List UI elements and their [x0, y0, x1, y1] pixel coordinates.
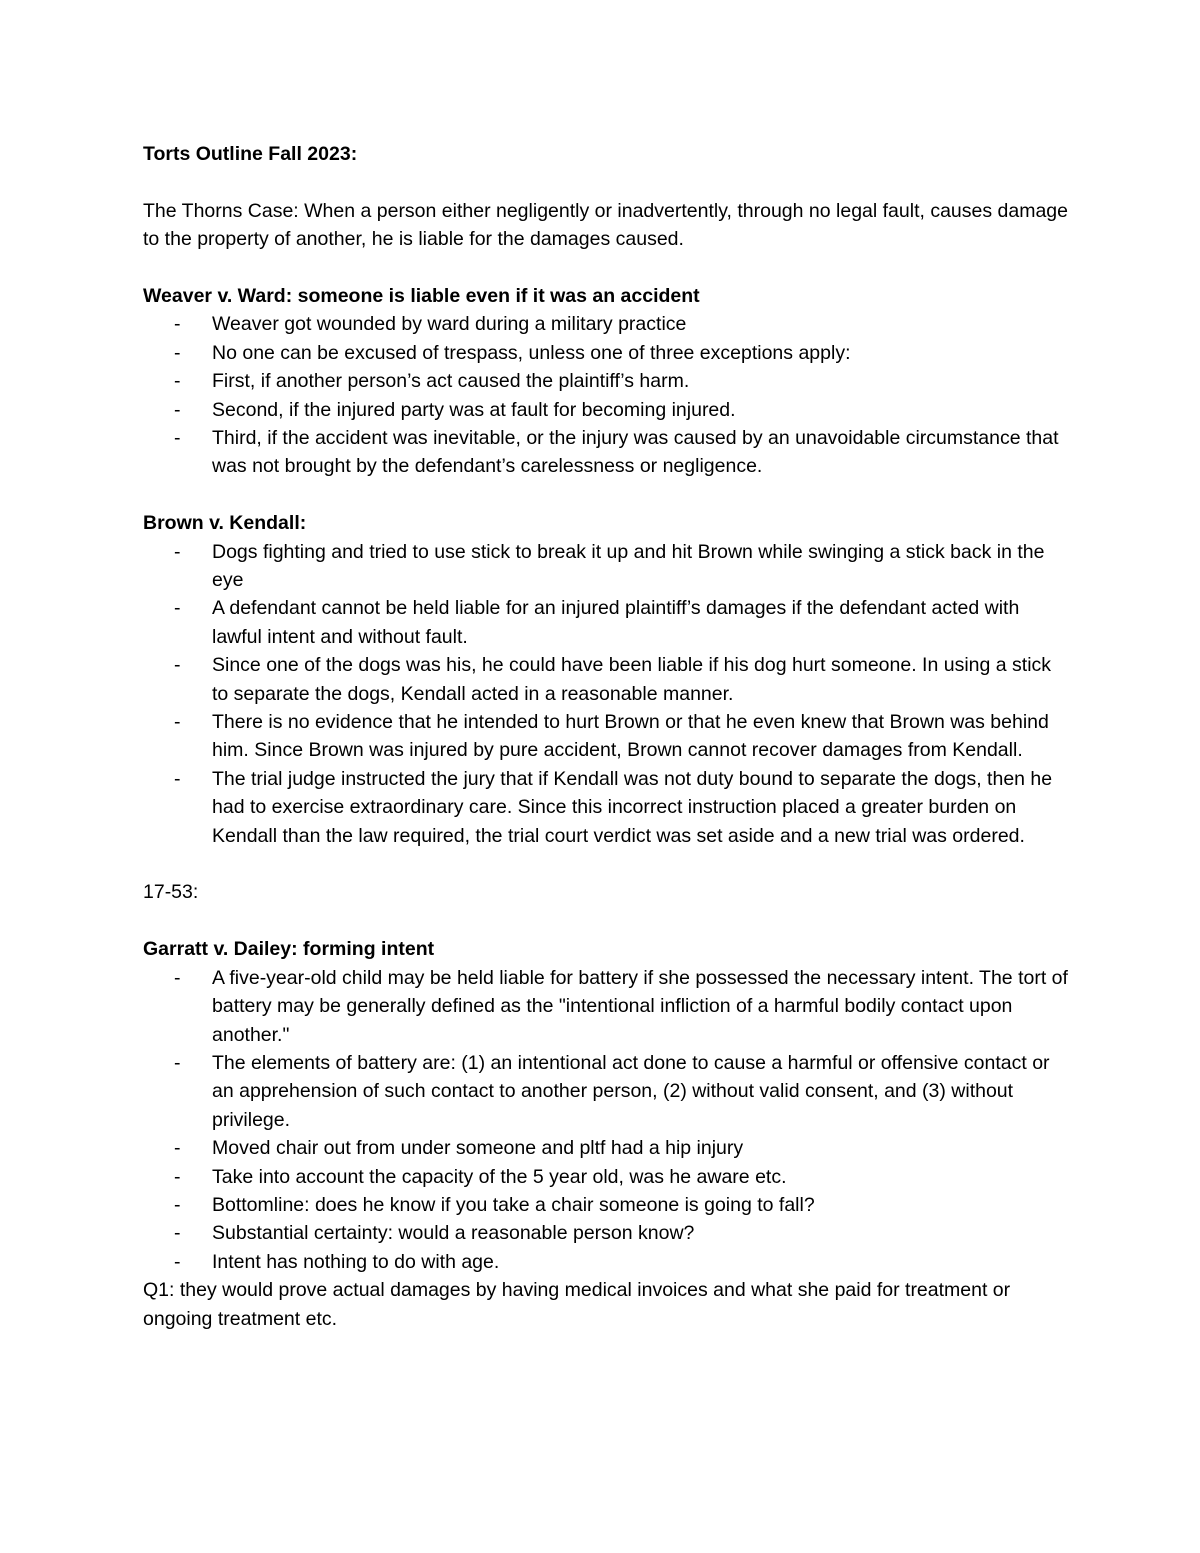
list-item	[143, 538, 1068, 595]
list-item	[143, 1163, 1068, 1191]
list-item-text: Weaver got wounded by ward during a military practice	[212, 313, 687, 336]
bullet-dash: -	[174, 398, 181, 421]
document-page	[143, 140, 1068, 1333]
list-item-text: A five-year-old child may be held liable for battery if she possessed the necessary intent. The tort of battery may be generally defined as the "intentional infliction of a harmful bodily contact upon another."	[212, 966, 1068, 1046]
list-item	[143, 765, 1068, 850]
list-item	[143, 651, 1068, 708]
list-item-text: Since one of the dogs was his, he could have been liable if his dog hurt someone. In using a stick to separate the dogs, Kendall acted in a reasonable manner.	[212, 654, 1052, 705]
bullet-dash: -	[174, 1137, 181, 1160]
bullet-dash: -	[174, 654, 181, 677]
list-item-text: Substantial certainty: would a reasonable person know?	[212, 1222, 695, 1245]
bullet-dash: -	[174, 540, 181, 563]
list-item-text: A defendant cannot be held liable for an injured plaintiff’s damages if the defendant acted with lawful intent and without fault.	[212, 597, 1020, 648]
list-item	[143, 594, 1068, 651]
list-item	[143, 1219, 1068, 1247]
spacer	[143, 907, 1068, 935]
bullet-dash: -	[174, 341, 181, 364]
list-item-text: First, if another person’s act caused the plaintiff’s harm.	[212, 370, 690, 393]
list-item	[143, 1248, 1068, 1276]
spacer	[143, 481, 1068, 509]
bullet-dash: -	[174, 1193, 181, 1216]
list-item-text: Moved chair out from under someone and pltf had a hip injury	[212, 1137, 744, 1160]
list-item-text: Bottomline: does he know if you take a chair someone is going to fall?	[212, 1193, 815, 1216]
list-item	[143, 964, 1068, 1049]
list-item	[143, 310, 1068, 338]
garratt-heading: Garratt v. Dailey: forming intent	[143, 938, 435, 961]
bullet-dash: -	[174, 1165, 181, 1188]
q1-answer-paragraph: Q1: they would prove actual damages by having medical invoices and what she paid for treatment or ongoing treatment etc.	[143, 1279, 1011, 1330]
garratt-bullet-list	[143, 964, 1068, 1276]
list-item	[143, 708, 1068, 765]
list-item-text: Take into account the capacity of the 5 year old, was he aware etc.	[212, 1165, 787, 1188]
weaver-heading: Weaver v. Ward: someone is liable even if it was an accident	[143, 284, 700, 307]
bullet-dash: -	[174, 427, 181, 450]
weaver-bullet-list	[143, 310, 1068, 480]
list-item	[143, 1049, 1068, 1134]
list-item-text: Dogs fighting and tried to use stick to break it up and hit Brown while swinging a stick back in the eye	[212, 540, 1045, 592]
list-item	[143, 1134, 1068, 1162]
bullet-dash: -	[174, 711, 181, 734]
spacer	[143, 850, 1068, 878]
spacer	[143, 254, 1068, 282]
bullet-dash: -	[174, 597, 181, 620]
list-item	[143, 367, 1068, 395]
list-item-text: The trial judge instructed the jury that if Kendall was not duty bound to separate the dogs, then he had to exercise extraordinary care. Since this incorrect instruction placed a greater burden on Kendall than the law required, the trial court verdict was set aside and a new trial was ordered.	[212, 767, 1053, 847]
list-item-text: Third, if the accident was inevitable, or the injury was caused by an unavoidable circumstance that was not brought by the defendant’s carelessness or negligence.	[212, 427, 1059, 478]
list-item	[143, 424, 1068, 481]
bullet-dash: -	[174, 767, 181, 790]
list-item	[143, 396, 1068, 424]
document-title: Torts Outline Fall 2023:	[143, 143, 358, 165]
list-item	[143, 339, 1068, 367]
list-item-text: Intent has nothing to do with age.	[212, 1250, 500, 1273]
bullet-dash: -	[174, 1051, 181, 1074]
list-item-text: There is no evidence that he intended to hurt Brown or that he even knew that Brown was behind him. Since Brown was injured by pure accident, Brown cannot recover damages from Kendall.	[212, 711, 1049, 762]
bullet-dash: -	[174, 1250, 181, 1273]
spacer	[143, 168, 1068, 196]
thorns-case-paragraph: The Thorns Case: When a person either negligently or inadvertently, through no legal fault, causes damage to the property of another, he is liable for the damages caused.	[143, 199, 1068, 251]
page-range-label: 17-53:	[143, 881, 199, 904]
list-item-text: No one can be excused of trespass, unless one of three exceptions apply:	[212, 341, 851, 364]
list-item	[143, 1191, 1068, 1219]
bullet-dash: -	[174, 370, 181, 393]
brown-heading: Brown v. Kendall:	[143, 512, 307, 535]
bullet-dash: -	[174, 313, 181, 336]
bullet-dash: -	[174, 966, 181, 989]
list-item-text: The elements of battery are: (1) an intentional act done to cause a harmful or offensive contact or an apprehension of such contact to another person, (2) without valid consent, and (3) without privilege.	[212, 1051, 1050, 1131]
list-item-text: Second, if the injured party was at fault for becoming injured.	[212, 398, 736, 421]
bullet-dash: -	[174, 1222, 181, 1245]
brown-bullet-list	[143, 538, 1068, 850]
